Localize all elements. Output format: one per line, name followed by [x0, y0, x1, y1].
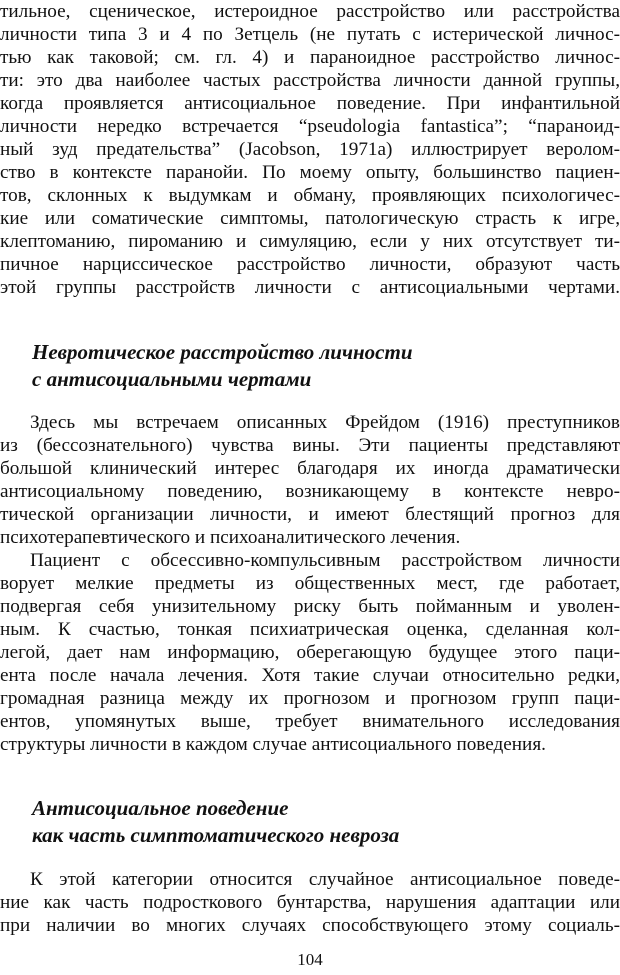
- text-line: психотерапевтического и психоаналитического лечения.: [0, 527, 461, 548]
- text-line: легой, дает нам информацию, оберегающую будущее этого паци-: [0, 642, 620, 663]
- text-line: большой клинический интерес благодаря их иногда драматически: [0, 458, 620, 479]
- text-line: ентов, упомянутых выше, требует внимательного исследования: [0, 711, 620, 732]
- text-line: кие или соматические симптомы, патологическую страсть к игре,: [0, 208, 620, 229]
- text-line: при наличии во многих случаях способствующего этому социаль-: [0, 915, 620, 936]
- text-line: клептоманию, пироманию и симуляцию, если у них отсутствует ти-: [0, 231, 620, 252]
- heading-line: с антисоциальными чертами: [32, 367, 312, 391]
- text-line: громадная разница между их прогнозом и прогнозом групп паци-: [0, 688, 620, 709]
- text-line: личности нередко встречается “pseudologia fantastica”; “параноид-: [0, 116, 620, 137]
- text-line: из (бессознательного) чувства вины. Эти пациенты представляют: [0, 435, 620, 456]
- heading-line: как часть симптоматического невроза: [32, 823, 400, 847]
- text-line: ти: это два наиболее частых расстройства личности данной группы,: [0, 70, 620, 91]
- text-line: тов, склонных к выдумкам и обману, проявляющих психологичес-: [0, 185, 620, 206]
- page-number: 104: [297, 950, 323, 969]
- text-line: пичное нарциссическое расстройство личности, образуют часть: [0, 254, 620, 275]
- text-line: К этой категории относится случайное антисоциальное поведе-: [30, 869, 620, 890]
- text-line: ным. К счастью, тонкая психиатрическая оценка, сделанная кол-: [0, 619, 620, 640]
- text-line: когда проявляется антисоциальное поведение. При инфантильной: [0, 93, 620, 114]
- text-line: тильное, сценическое, истероидное расстройство или расстройства: [0, 1, 620, 22]
- text-line: ство в контексте паранойи. По моему опыту, большинство пациен-: [0, 162, 620, 183]
- heading-line: Невротическое расстройство личности: [32, 340, 413, 364]
- text-line: ный зуд предательства” (Jacobson, 1971a) иллюстрирует веролом-: [0, 139, 620, 160]
- text-line: ворует мелкие предметы из общественных мест, где работает,: [0, 573, 620, 594]
- text-line: антисоциальному поведению, возникающему в контексте невро-: [0, 481, 620, 502]
- text-line: тью как таковой; см. гл. 4) и параноидное расстройство личнос-: [0, 47, 620, 68]
- text-line: личности типа 3 и 4 по Зетцель (не путать с истерической личнос-: [0, 24, 620, 45]
- text-line: тической организации личности, и имеют блестящий прогноз для: [0, 504, 620, 525]
- text-line: ние как часть подросткового бунтарства, нарушения адаптации или: [0, 892, 620, 913]
- text-line: этой группы расстройств личности с антисоциальными чертами.: [0, 277, 620, 298]
- text-line: ента после начала лечения. Хотя такие случаи относительно редки,: [0, 665, 620, 686]
- heading-line: Антисоциальное поведение: [32, 796, 289, 820]
- text-line: Пациент с обсессивно-компульсивным расстройством личности: [30, 550, 620, 571]
- text-line: структуры личности в каждом случае антисоциального поведения.: [0, 734, 546, 755]
- text-line: подвергая себя унизительному риску быть пойманным и уволен-: [0, 596, 620, 617]
- text-line: Здесь мы встречаем описанных Фрейдом (1916) преступников: [30, 412, 620, 433]
